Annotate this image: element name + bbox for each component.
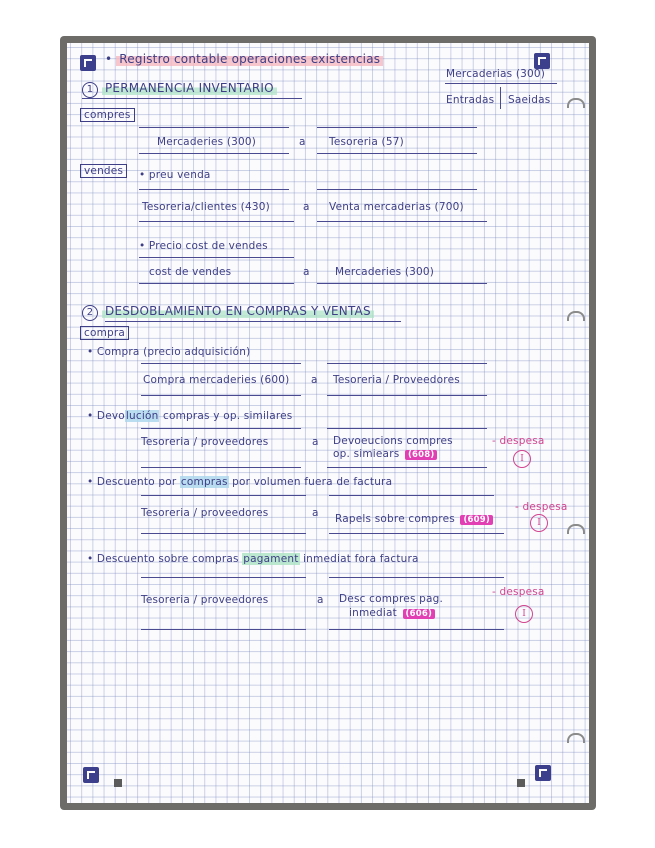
- entry-line: [329, 533, 504, 534]
- section-1-underline: [82, 98, 302, 99]
- journal-debit: Tesoreria / proveedores: [141, 594, 269, 606]
- corner-marker-icon: [80, 55, 96, 71]
- entry-line: [139, 257, 294, 258]
- entry-line: [139, 221, 294, 222]
- entry-line: [141, 428, 301, 429]
- square-mark-icon: [114, 779, 122, 787]
- t-account-line: [445, 83, 557, 84]
- journal-a: a: [299, 136, 306, 148]
- binder-ring-icon: [567, 98, 585, 108]
- bullet-preu-venda: • preu venda: [139, 169, 211, 181]
- journal-a: a: [311, 374, 318, 386]
- section-1-heading: 1 PERMANENCIA INVENTARIO: [82, 81, 277, 98]
- roman-numeral-badge: I: [515, 605, 533, 623]
- journal-debit: Tesoreria / proveedores: [141, 436, 269, 448]
- entry-line: [327, 395, 487, 396]
- entry-line: [141, 533, 306, 534]
- entry-line: [327, 467, 487, 468]
- entry-line: [141, 577, 306, 578]
- journal-credit-line-2: op. simiears (608): [333, 448, 437, 460]
- journal-a: a: [317, 594, 324, 606]
- despesa-note: - despesa: [492, 586, 545, 598]
- journal-credit: Rapels sobre compres (609): [335, 513, 493, 525]
- despesa-note: - despesa: [515, 501, 568, 513]
- journal-debit: Tesoreria / proveedores: [141, 507, 269, 519]
- bullet-devolucion: • Devolución compras y op. similares: [87, 410, 293, 422]
- t-account-divider: [500, 87, 501, 109]
- page-title: • Registro contable operaciones existencias: [105, 52, 383, 66]
- journal-credit-line-2: inmediat (606): [349, 607, 435, 619]
- bullet-precio-cost: • Precio cost de vendes: [139, 240, 268, 252]
- t-account-credit: Saeidas: [508, 94, 551, 106]
- vendes-tag: vendes: [80, 165, 127, 177]
- entry-line: [317, 221, 487, 222]
- journal-credit: Venta mercaderias (700): [329, 201, 464, 213]
- journal-debit: cost de vendes: [149, 266, 232, 278]
- roman-numeral-badge: I: [513, 450, 531, 468]
- binder-ring-icon: [567, 524, 585, 534]
- bullet-compra: • Compra (precio adquisición): [87, 346, 251, 358]
- entry-line: [317, 189, 477, 190]
- entry-line: [141, 495, 306, 496]
- journal-credit: Mercaderies (300): [335, 266, 435, 278]
- corner-marker-icon: [535, 765, 551, 781]
- journal-debit: Compra mercaderies (600): [143, 374, 290, 386]
- entry-line: [139, 283, 294, 284]
- grid-paper-page: [67, 43, 589, 803]
- entry-line: [141, 395, 301, 396]
- journal-a: a: [303, 201, 310, 213]
- journal-credit-line-1: Desc compres pag.: [339, 593, 444, 605]
- section-2-heading: 2 DESDOBLAMIENTO EN COMPRAS Y VENTAS: [82, 304, 374, 321]
- bullet-descuento-volumen: • Descuento por compras por volumen fuera de factura: [87, 476, 393, 488]
- despesa-note: - despesa: [492, 435, 545, 447]
- bullet-descuento-pago-inmediato: • Descuento sobre compras pagament inmediat fora factura: [87, 553, 419, 565]
- entry-line: [317, 283, 487, 284]
- section-2-underline: [105, 321, 401, 322]
- corner-marker-icon: [83, 767, 99, 783]
- entry-line: [317, 127, 477, 128]
- entry-line: [329, 629, 504, 630]
- entry-line: [139, 127, 289, 128]
- journal-debit: Tesoreria/clientes (430): [142, 201, 270, 213]
- journal-credit-line-1: Devoeucions compres: [333, 435, 453, 447]
- compras-tag: compres: [80, 109, 135, 121]
- t-account-debit: Entradas: [446, 94, 495, 106]
- entry-line: [141, 629, 306, 630]
- journal-credit: Tesoreria / Proveedores: [333, 374, 460, 386]
- journal-a: a: [312, 436, 319, 448]
- binder-ring-icon: [567, 311, 585, 321]
- compra-tag: compra: [80, 327, 129, 339]
- journal-credit: Tesoreria (57): [329, 136, 404, 148]
- entry-line: [139, 189, 289, 190]
- entry-line: [327, 428, 487, 429]
- roman-numeral-badge: I: [530, 514, 548, 532]
- journal-a: a: [312, 507, 319, 519]
- journal-debit: Mercaderies (300): [157, 136, 257, 148]
- entry-line: [139, 153, 289, 154]
- entry-line: [317, 153, 477, 154]
- entry-line: [329, 495, 494, 496]
- entry-line: [329, 577, 504, 578]
- entry-line: [327, 363, 487, 364]
- entry-line: [141, 363, 301, 364]
- t-account-title: Mercaderias (300): [446, 68, 546, 80]
- corner-marker-icon: [534, 53, 550, 69]
- journal-a: a: [303, 266, 310, 278]
- entry-line: [141, 467, 301, 468]
- square-mark-icon: [517, 779, 525, 787]
- binder-ring-icon: [567, 733, 585, 743]
